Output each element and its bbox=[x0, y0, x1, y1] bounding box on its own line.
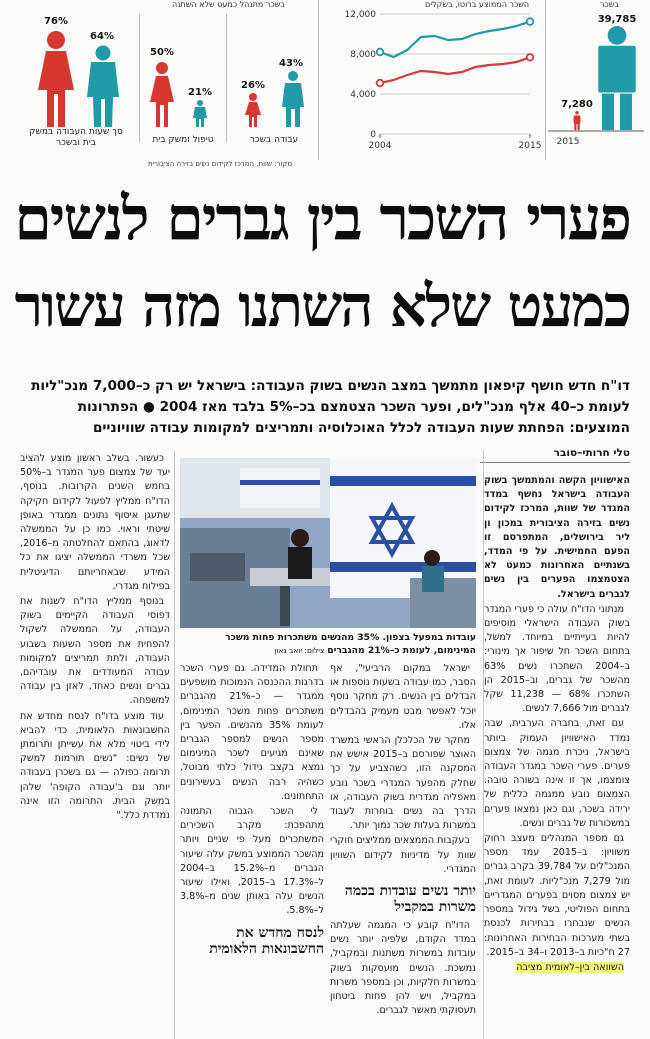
highlighted-text: השוואה בין–לאומית מציבה bbox=[516, 961, 624, 973]
women-percent: 26% bbox=[241, 80, 265, 91]
category-label: סך שעות העבודה במשק בית ובשכר bbox=[29, 127, 123, 148]
category-label: עבודה בשכר bbox=[249, 135, 299, 145]
y-tick-label: 4,000 bbox=[350, 90, 376, 100]
infographic-left-title: בשכר מתנהל כמעט שלא השתנה bbox=[172, 0, 285, 9]
category-label: טיפול ומשק בית bbox=[152, 135, 214, 145]
men-percent: 64% bbox=[90, 31, 114, 42]
divider bbox=[139, 14, 140, 142]
headline-line-2: כמעט שלא השתנו מזה עשור bbox=[14, 272, 630, 340]
article-column-1 bbox=[484, 474, 630, 1039]
section-subhead: יותר נשים עובדות בכמה משרות במקביל bbox=[344, 883, 476, 916]
women-percent: 50% bbox=[150, 47, 174, 58]
paragraph: עוד מוצע בדו"ח לנסח מחדש את החשבונאות הלאומית, כדי להביא לידי ביטוי מלא את עשייתן ותרומתן של נשים: "נשים תורמות למשק תרומה כפולה — גם בשכרן בעבודה יותר וגם ב'עבודה הקופה' שלהן במשק הבית. התרומה הזו אינה נמדדת כלל." bbox=[20, 710, 170, 822]
series-line-1 bbox=[380, 57, 530, 83]
x-tick-label: 2015 bbox=[518, 141, 542, 151]
women-percent: 76% bbox=[44, 16, 68, 27]
paragraph: תחולת המדידה. גם פערי השכר בדרגות ההכנסה הנמוכות מושפעים ממגדר — כ–21% מהגברים משתכרים פחות משכר המינימום, לעומת 35% מהנשים. הפער בין מספר הנשים למספר הגברים שאינם מגיעים לשכר המינימום נמצא בקצב גידול כלתי מבוטל, כשהיה רבה הנשים בעשירונים התחתונים. bbox=[180, 663, 324, 802]
x-tick-label: 2015 bbox=[556, 137, 580, 147]
infographic bbox=[0, 0, 650, 172]
paragraph: ישראל במקום הרביעי", אף הסבר, כמו עבודה בשעות נוספות או הבדלים בין הנשים. רק מחקר נוסף יוכל לאפשר מבט מעמיק בהבדלים אלו. bbox=[330, 663, 476, 731]
divider bbox=[226, 14, 227, 142]
paragraph: כעשור. בשלב ראשון מוצע להציב יעד של צמצום פער המגדר ב–50% בחמש השנים הקרובות. בנוסף, הדו"ח ממליץ לפעול לקידום חקיקה שתעגן איסוף נתונים ממגדר באופן שיטתי וראוי. כמו כן על הממשלה לדאוג, בהתאם להחלטתה מ–2016, שכל משרדי הממשלה יציגו את כל המידע שבאחריותם הדיגיטלית בפילוח מגדרי. bbox=[20, 453, 170, 592]
figure-leg bbox=[574, 123, 576, 130]
men-ceo-figure bbox=[598, 26, 635, 130]
divider bbox=[545, 0, 546, 160]
series-endpoint bbox=[527, 54, 534, 61]
caption-text: עובדות במפעל בצפון. 35% מהנשים משתכרות פחות משכר המינימום, לעומת כ–21% מהגברים bbox=[225, 632, 476, 656]
paragraph: גם מספר המנהלים מעצב רחוק משוויון: ב–2015 עמד מספר המנכ"לים על 39,784 בקרב גברים מול 7,279 מנכ"ליות. לעומת זאת, יש צמצום מסוים בפערים המגדריים בתחום הפוליטי, בשל גידול במספר הנשים שנבחרו בבחירות לכנסת בשתי מערכות הבחירות האחרונות: 27 ח"כיות ב–2013 ו–34 ב–2015. bbox=[484, 833, 630, 958]
x-tick-label: 2004 bbox=[368, 141, 392, 151]
source-note: מקור: שוות, המרכז לקידום נשים בזירה הציבורית bbox=[148, 160, 293, 168]
photo-caption bbox=[180, 631, 476, 657]
factory-photo bbox=[180, 458, 476, 628]
man-icon bbox=[281, 71, 305, 128]
paragraph: בעקבות הממצאים ממליצים חוקרי שוות על מדיניות לקידום השוויון המגדרי. bbox=[330, 835, 476, 875]
salary-line-chart bbox=[330, 0, 542, 160]
lead-paragraph: האישוויון הקשה והמתמשך בשוק העבודה בישראל נחשף במדד המגדר של שוות, המרכז לקידום נשים בזירה הציבורית במכון ון ליר בירושלים, המתפרסם זו הפעם החמישית. על פי המדד, בשנתיים האחרונות כמעט לא הצטמצמו הפערים בין נשים לגברים בישראל. bbox=[484, 475, 630, 600]
headline-line-1: פערי השכר בין גברים לנשים bbox=[14, 184, 630, 254]
series-endpoint bbox=[377, 49, 384, 56]
y-tick-label: 12,000 bbox=[344, 10, 376, 20]
column-divider bbox=[174, 450, 175, 1039]
figure-head bbox=[575, 111, 578, 114]
figure-leg bbox=[578, 123, 580, 130]
y-tick-label: 0 bbox=[370, 130, 376, 140]
article-column-4 bbox=[20, 452, 170, 1039]
series-line-0 bbox=[380, 22, 530, 57]
divider bbox=[318, 0, 319, 160]
infographic-chart-title: השכר הממוצע ברוטו, בשקלים bbox=[425, 0, 530, 9]
subheadline: דו"ח חדש חושף קיפאון מתמשך במצב הנשים בשוק העבודה: בישראל יש רק כ–7,000 מנכ"ליות לעומת כ–40 אלף מנכ"לים, ופער השכר הצטמצם בכ–5% בלבד מאז 2004 ● הפתרונות המוצעים: הפחתת שעות העבודה לכלל האוכלוסיה ותמריצים למקומות עבודה שוויוניים bbox=[31, 378, 630, 436]
man-icon bbox=[192, 100, 208, 128]
paragraph: בנוסף ממליץ הדו"ח לשנות את דפוסי העבודה הקיימים בשוק העבודה, על הממשלה לשקול להפחית את מספר השעות בשבוע העבודה, ולתת תמריצים למקומות עבודה המעודדים את עובדיהם, גברים ונשים כאחד, לאזן בין עבודה למשפחה. bbox=[20, 596, 170, 707]
bar-value-label: 7,280 bbox=[561, 98, 593, 110]
series-endpoint bbox=[377, 80, 384, 87]
paragraph: הדו"ח קובע כי המגמה שעלתה במדד הקודם, שלפיה יותר נשים עובדות במשרות משתנות ובמקביל, נמשכת. הנשים מועסקות בשוק במשרות חלקיות, וכן במספר משרות במקביל, ויש להן פחות ביטחון תעסוקתי מאשר לגברים. bbox=[330, 920, 476, 1017]
paragraph: מנתוני הדו"ח עולה כי פערי המגדר בשוק העבודה הישראלי מוסיפים להיות בעייתיים במיוחד. למשל, בתחום השכר חל שיפור אך מינורי: ב–2004 השתכרו נשים 63% מהשכר של גברים, וב–2015 הן השתכרו 68% — 11,238 שקל לגברים מול 7,666 לנשים. bbox=[484, 603, 630, 715]
article-column-3 bbox=[180, 662, 324, 1039]
ceo-count-chart bbox=[548, 0, 650, 160]
men-percent: 21% bbox=[188, 87, 212, 98]
women-ceo-figure bbox=[574, 111, 581, 130]
figure-head bbox=[608, 26, 627, 45]
woman-icon bbox=[243, 93, 263, 128]
woman-icon bbox=[34, 30, 78, 128]
woman-icon bbox=[148, 62, 176, 128]
figure-body bbox=[574, 115, 581, 124]
byline: טלי חרותי–סובר bbox=[480, 447, 630, 463]
paragraph: לי השכר הגבוה התמונה מתהפכת: מקרב השכירים המשתכרים מעל פי שניים ויותר מהשכר הממוצע במשק עלה שיעור הגברים מ–15.2% ב–2004 ל–17.3% ב–2015, ואילו שיעור הנשים עלה באותן שנים מ–3.8% ל–5.8%. bbox=[180, 806, 324, 917]
section-subhead: לנסח מחדש את החשבונאות הלאומית bbox=[209, 924, 324, 957]
figure-body bbox=[598, 46, 635, 93]
paragraph: עם זאת, בחברה הערבית, שבה נמדד האישוויון העמוק ביותר בישראל, ניכרת מגמה של צמצום פערים. פערי השכר במגדר העבודה צומצמו, אך זו אינה בשורה טובה. הצמצום נובע ממגמה כללית של ירידה בשכר, וגם כאן נמצאו פערים במשכורות של גברים ונשים. bbox=[484, 718, 630, 829]
figure-leg bbox=[620, 94, 632, 130]
y-tick-label: 8,000 bbox=[350, 50, 376, 60]
article-column-2 bbox=[330, 662, 476, 1039]
series-endpoint bbox=[527, 18, 534, 25]
infographic-right-title: בשכר bbox=[600, 0, 620, 9]
men-percent: 43% bbox=[279, 58, 303, 69]
photo-credit: צילום: יואב גאון bbox=[274, 646, 325, 655]
bar-value-label: 39,785 bbox=[597, 14, 637, 25]
paragraph: מחקר של הכלכלן הראשי במשרד האוצר שפורסם ב–2015 אישש את המסקנה הזו, כשהצביע על כך שחלק מהפער המגדרי בשכר נובע מאפליה מגדרית בשוק העבודה, או הדרך בה נשים בוחרות לעבוד במשרות בעלות שכר נמוך יותר. bbox=[330, 735, 476, 832]
man-icon bbox=[86, 45, 120, 128]
figure-leg bbox=[602, 94, 614, 130]
